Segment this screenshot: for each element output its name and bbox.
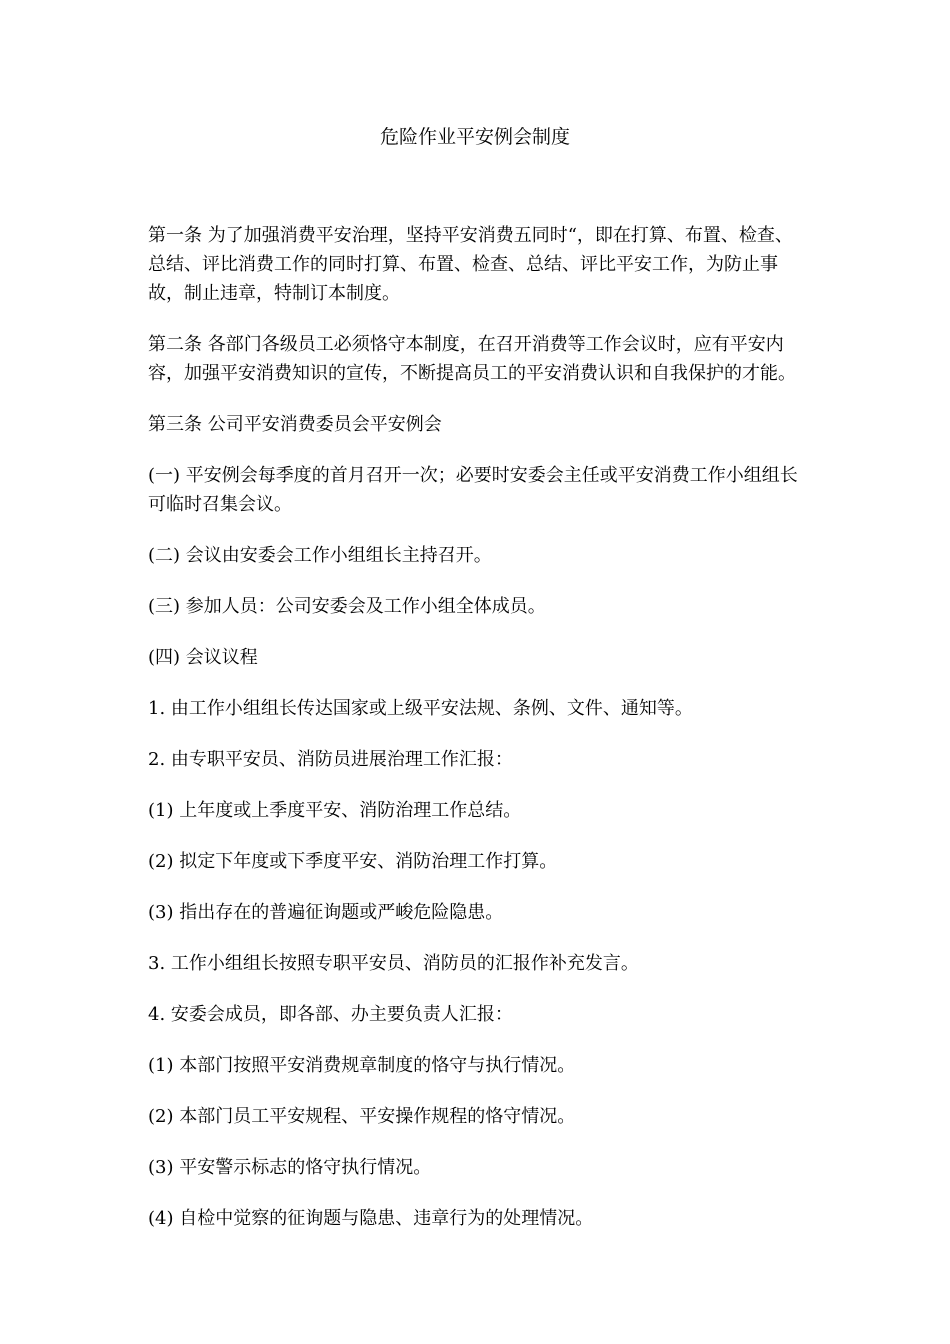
document-body [148,221,800,1255]
agenda-item-4: 4. 安委会成员，即各部、办主要负责人汇报： [148,1004,513,1025]
agenda-item-3: 3. 工作小组组长按照专职平安员、消防员的汇报作补充发言。 [148,953,639,974]
article-3: 第三条 公司平安消费委员会平安例会 [148,414,442,435]
agenda-item-4-sub-3: (3) 平安警示标志的恪守执行情况。 [148,1157,432,1178]
article-1: 第一条 为了加强消费平安治理，坚持平安消费五同时“，即在打算、布置、检查、总结、评比消费工作的同时打算、布置、检查、总结、评比平安工作，为防止事故，制止违章，特制订本制度。 [148,225,793,304]
clause-3: (三) 参加人员：公司安委会及工作小组全体成员。 [148,596,546,617]
agenda-item-4-sub-1: (1) 本部门按照平安消费规章制度的恪守与执行情况。 [148,1055,576,1076]
agenda-item-2-sub-2: (2) 拟定下年度或下季度平安、消防治理工作打算。 [148,851,558,872]
agenda-item-2: 2. 由专职平安员、消防员进展治理工作汇报： [148,749,513,770]
article-2: 第二条 各部门各级员工必须恪守本制度，在召开消费等工作会议时，应有平安内容，加强平安消费知识的宣传，不断提高员工的平安消费认识和自我保护的才能。 [148,334,796,384]
agenda-item-1: 1. 由工作小组组长传达国家或上级平安法规、条例、文件、通知等。 [148,698,693,719]
document-title: 危险作业平安例会制度 [379,126,570,148]
agenda-item-2-sub-1: (1) 上年度或上季度平安、消防治理工作总结。 [148,800,522,821]
clause-2: (二) 会议由安委会工作小组组长主持召开。 [148,545,492,566]
agenda-item-4-sub-4: (4) 自检中觉察的征询题与隐患、违章行为的处理情况。 [148,1208,594,1229]
agenda-item-2-sub-3: (3) 指出存在的普遍征询题或严峻危险隐患。 [148,902,504,923]
agenda-item-4-sub-2: (2) 本部门员工平安规程、平安操作规程的恪守情况。 [148,1106,576,1127]
clause-1: (一) 平安例会每季度的首月召开一次；必要时安委会主任或平安消费工作小组组长可临时召集会议。 [148,465,798,515]
clause-4-heading: (四) 会议议程 [148,647,258,668]
